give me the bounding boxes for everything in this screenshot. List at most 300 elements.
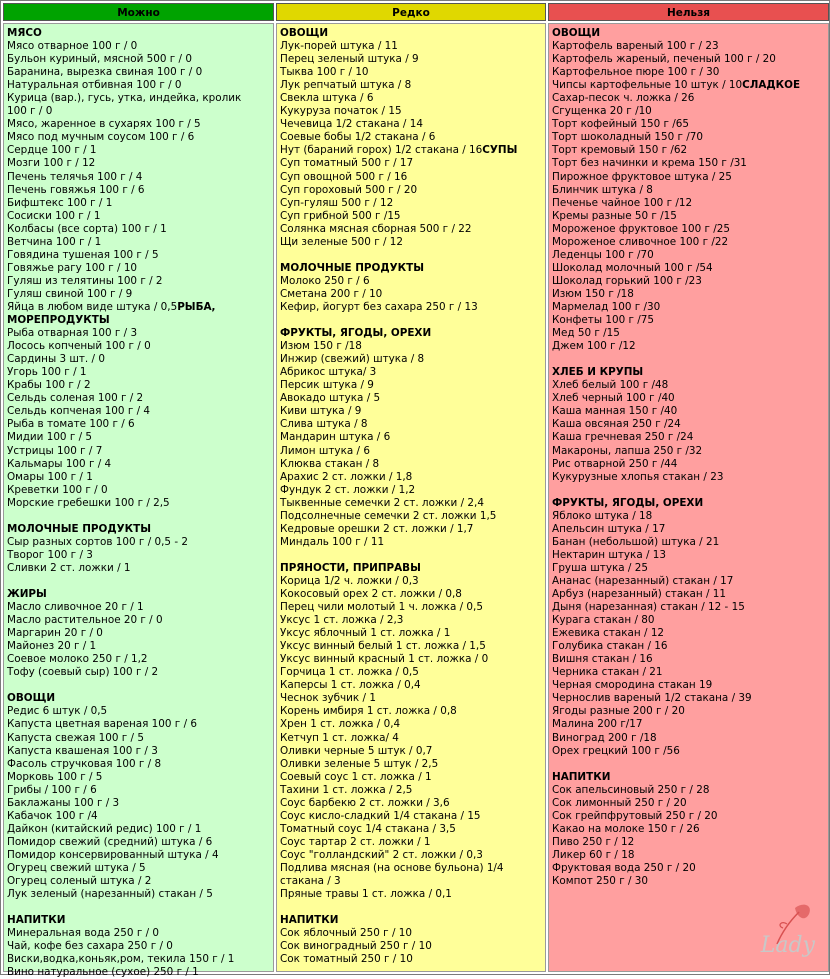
list-item bbox=[7, 79, 273, 92]
list-item bbox=[280, 523, 545, 536]
list-item bbox=[280, 366, 545, 379]
list-item bbox=[7, 940, 273, 953]
category-heading bbox=[7, 314, 273, 327]
item-text: Перец зеленый штука / 9 bbox=[280, 53, 419, 66]
item-text: Клюква стакан / 8 bbox=[280, 457, 380, 470]
item-text: Мед 50 г /15 bbox=[552, 327, 620, 340]
list-item bbox=[552, 797, 828, 810]
item-text: Лук зеленый (нарезанный) стакан / 5 bbox=[7, 888, 213, 901]
item-text: Солянка мясная сборная 500 г / 22 bbox=[280, 222, 472, 235]
list-item bbox=[7, 40, 273, 53]
item-text: Торт шоколадный 150 г /70 bbox=[552, 131, 704, 144]
list-item bbox=[280, 418, 545, 431]
item-text: Помидор консервированный штука / 4 bbox=[7, 848, 219, 861]
spacer bbox=[280, 901, 545, 914]
item-text: Сок грейпфрутовый 250 г / 20 bbox=[552, 809, 718, 822]
item-text: Блинчик штука / 8 bbox=[552, 183, 653, 196]
list-item bbox=[552, 92, 828, 105]
list-item bbox=[552, 536, 828, 549]
list-item bbox=[280, 875, 545, 888]
list-item bbox=[552, 588, 828, 601]
list-item bbox=[552, 184, 828, 197]
list-item bbox=[552, 640, 828, 653]
item-text: Кедровые орешки 2 ст. ложки / 1,7 bbox=[280, 522, 474, 535]
list-item bbox=[7, 262, 273, 275]
spacer bbox=[280, 549, 545, 562]
category-label: МОЛОЧНЫЕ ПРОДУКТЫ bbox=[280, 261, 424, 274]
item-text: Капуста свежая 100 г / 5 bbox=[7, 731, 144, 744]
list-item bbox=[552, 862, 828, 875]
list-item bbox=[7, 471, 273, 484]
list-item bbox=[7, 549, 273, 562]
list-item bbox=[280, 927, 545, 940]
list-item bbox=[552, 823, 828, 836]
list-item bbox=[552, 458, 828, 471]
item-text: Бульон куриный, мясной 500 г / 0 bbox=[7, 53, 192, 66]
item-text: Сосиски 100 г / 1 bbox=[7, 209, 101, 222]
item-text: Гуляш свиной 100 г / 9 bbox=[7, 287, 133, 300]
list-item bbox=[280, 797, 545, 810]
category-label: ФРУКТЫ, ЯГОДЫ, ОРЕХИ bbox=[552, 496, 704, 509]
list-item bbox=[280, 118, 545, 131]
list-item bbox=[280, 288, 545, 301]
item-text: Мандарин штука / 6 bbox=[280, 431, 391, 444]
item-text: Персик штука / 9 bbox=[280, 379, 374, 392]
list-item bbox=[552, 105, 828, 118]
list-item bbox=[7, 236, 273, 249]
category-label: СЛАДКОЕ bbox=[742, 79, 801, 92]
item-text: Печенье чайное 100 г /12 bbox=[552, 196, 693, 209]
category-label: ФРУКТЫ, ЯГОДЫ, ОРЕХИ bbox=[280, 327, 432, 340]
item-text: Тахини 1 ст. ложка / 2,5 bbox=[280, 783, 413, 796]
list-item bbox=[552, 471, 828, 484]
item-text: Голубика стакан / 16 bbox=[552, 640, 668, 653]
item-text: Соус "голландский" 2 ст. ложки / 0,3 bbox=[280, 848, 483, 861]
item-text: Суп гороховый 500 г / 20 bbox=[280, 183, 418, 196]
item-text: Кетчуп 1 ст. ложка/ 4 bbox=[280, 731, 399, 744]
category-heading bbox=[552, 497, 828, 510]
list-item bbox=[280, 862, 545, 875]
list-item bbox=[280, 940, 545, 953]
list-item bbox=[7, 823, 273, 836]
list-item bbox=[7, 418, 273, 431]
list-item bbox=[280, 92, 545, 105]
item-text: Сердце 100 г / 1 bbox=[7, 144, 97, 157]
spacer bbox=[552, 758, 828, 771]
list-item bbox=[280, 588, 545, 601]
header-forbidden: Нельзя bbox=[548, 3, 829, 21]
list-item bbox=[552, 549, 828, 562]
item-text: Курица (вар.), гусь, утка, индейка, кролик bbox=[7, 92, 242, 105]
item-text: Пряные травы 1 ст. ложка / 0,1 bbox=[280, 888, 452, 901]
category-heading bbox=[7, 692, 273, 705]
list-item bbox=[280, 40, 545, 53]
list-item bbox=[552, 236, 828, 249]
list-item bbox=[552, 849, 828, 862]
item-text: Угорь 100 г / 1 bbox=[7, 366, 87, 379]
list-item bbox=[7, 210, 273, 223]
item-text: Устрицы 100 г / 7 bbox=[7, 444, 103, 457]
list-item bbox=[7, 144, 273, 157]
item-text: Инжир (свежий) штука / 8 bbox=[280, 353, 425, 366]
list-item bbox=[280, 392, 545, 405]
item-text: Шоколад горький 100 г /23 bbox=[552, 274, 702, 287]
category-heading bbox=[280, 914, 545, 927]
list-item bbox=[7, 249, 273, 262]
list-item bbox=[280, 379, 545, 392]
category-label: РЫБА, bbox=[177, 300, 216, 313]
item-text: Подлива мясная (на основе бульона) 1/4 bbox=[280, 862, 504, 874]
list-item bbox=[552, 431, 828, 444]
item-text: Сардины 3 шт. / 0 bbox=[7, 353, 105, 366]
list-item bbox=[280, 157, 545, 170]
list-item bbox=[7, 301, 273, 314]
list-item bbox=[7, 718, 273, 731]
item-text: Яйца в любом виде штука / 0,5 bbox=[7, 300, 178, 313]
item-text: Щи зеленые 500 г / 12 bbox=[280, 235, 403, 248]
spacer bbox=[552, 484, 828, 497]
list-item bbox=[7, 392, 273, 405]
list-item bbox=[7, 653, 273, 666]
item-text: Банан (небольшой) штука / 21 bbox=[552, 535, 720, 548]
list-item bbox=[280, 484, 545, 497]
list-item bbox=[7, 614, 273, 627]
list-item bbox=[7, 810, 273, 823]
item-text: Уксус винный белый 1 ст. ложка / 1,5 bbox=[280, 640, 486, 653]
item-text: Ежевика стакан / 12 bbox=[552, 627, 665, 640]
spacer bbox=[280, 314, 545, 327]
list-item bbox=[280, 340, 545, 353]
list-item bbox=[552, 614, 828, 627]
item-text: Гуляш из телятины 100 г / 2 bbox=[7, 274, 163, 287]
list-item bbox=[280, 784, 545, 797]
item-text: Ликер 60 г / 18 bbox=[552, 848, 635, 861]
item-text: Оливки зеленые 5 штук / 2,5 bbox=[280, 757, 439, 770]
list-item bbox=[7, 92, 273, 105]
item-text: Сок томатный 250 г / 10 bbox=[280, 953, 413, 966]
item-text: Кальмары 100 г / 4 bbox=[7, 457, 112, 470]
category-label: ОВОЩИ bbox=[280, 27, 329, 39]
list-item bbox=[7, 927, 273, 940]
item-text: Макароны, лапша 250 г /32 bbox=[552, 444, 703, 457]
item-text: Дайкон (китайский редис) 100 г / 1 bbox=[7, 822, 202, 835]
list-item bbox=[7, 131, 273, 144]
item-text: Перец чили молотый 1 ч. ложка / 0,5 bbox=[280, 601, 483, 614]
item-text: Изюм 150 г /18 bbox=[552, 287, 634, 300]
list-item bbox=[7, 458, 273, 471]
item-text: Творог 100 г / 3 bbox=[7, 548, 93, 561]
item-text: Каперсы 1 ст. ложка / 0,4 bbox=[280, 679, 421, 692]
category-label: ПРЯНОСТИ, ПРИПРАВЫ bbox=[280, 561, 421, 574]
item-text: Каша овсяная 250 г /24 bbox=[552, 418, 681, 431]
item-text: Тыква 100 г / 10 bbox=[280, 66, 369, 79]
watermark-logo: Lady bbox=[760, 933, 815, 958]
list-item bbox=[7, 966, 273, 979]
item-text: Суп-гуляш 500 г / 12 bbox=[280, 196, 394, 209]
list-item bbox=[7, 758, 273, 771]
category-heading bbox=[552, 27, 828, 40]
list-item bbox=[7, 601, 273, 614]
list-item bbox=[280, 197, 545, 210]
list-item bbox=[280, 536, 545, 549]
item-text: Бифштекс 100 г / 1 bbox=[7, 196, 113, 209]
item-text: Конфеты 100 г /75 bbox=[552, 314, 654, 327]
list-item bbox=[280, 745, 545, 758]
header-rarely: Редко bbox=[276, 3, 546, 21]
list-item bbox=[552, 314, 828, 327]
item-text: Картофель вареный 100 г / 23 bbox=[552, 40, 719, 53]
list-item bbox=[7, 53, 273, 66]
list-item bbox=[280, 718, 545, 731]
item-text: Рыба в томате 100 г / 6 bbox=[7, 418, 135, 431]
list-item bbox=[552, 197, 828, 210]
list-item bbox=[7, 627, 273, 640]
item-text: Молоко 250 г / 6 bbox=[280, 274, 370, 287]
list-item bbox=[552, 66, 828, 79]
item-text: Апельсин штука / 17 bbox=[552, 522, 666, 535]
list-item bbox=[552, 562, 828, 575]
item-text: Мороженое сливочное 100 г /22 bbox=[552, 235, 729, 248]
list-item bbox=[552, 157, 828, 170]
list-item bbox=[552, 40, 828, 53]
item-text: Миндаль 100 г / 11 bbox=[280, 535, 385, 548]
list-item bbox=[7, 157, 273, 170]
item-text: Рыба отварная 100 г / 3 bbox=[7, 327, 138, 340]
item-text: Помидор свежий (средний) штука / 6 bbox=[7, 835, 213, 848]
category-label: МОЛОЧНЫЕ ПРОДУКТЫ bbox=[7, 522, 151, 535]
item-text: Авокадо штука / 5 bbox=[280, 392, 381, 405]
list-item bbox=[280, 953, 545, 966]
item-text: Колбасы (все сорта) 100 г / 1 bbox=[7, 222, 167, 235]
item-text: Мозги 100 г / 12 bbox=[7, 157, 96, 170]
item-text: Сельдь соленая 100 г / 2 bbox=[7, 392, 144, 405]
item-text: Креветки 100 г / 0 bbox=[7, 483, 108, 496]
item-text: Кефир, йогурт без сахара 250 г / 13 bbox=[280, 300, 478, 313]
list-item bbox=[7, 666, 273, 679]
item-text: Кукурузные хлопья стакан / 23 bbox=[552, 470, 724, 483]
list-item bbox=[552, 810, 828, 823]
item-text: Горчица 1 ст. ложка / 0,5 bbox=[280, 666, 419, 679]
item-text: Соевые бобы 1/2 стакана / 6 bbox=[280, 131, 436, 144]
list-item bbox=[552, 405, 828, 418]
item-text: Соевое молоко 250 г / 1,2 bbox=[7, 653, 148, 666]
spacer bbox=[552, 353, 828, 366]
item-text: Кремы разные 50 г /15 bbox=[552, 209, 677, 222]
list-item bbox=[7, 705, 273, 718]
item-text: Пиво 250 г / 12 bbox=[552, 835, 635, 848]
list-item bbox=[7, 784, 273, 797]
category-label: НАПИТКИ bbox=[280, 914, 339, 927]
item-text: Сок яблочный 250 г / 10 bbox=[280, 927, 412, 940]
category-heading bbox=[280, 27, 545, 40]
category-heading bbox=[7, 27, 273, 40]
list-item bbox=[280, 627, 545, 640]
list-item bbox=[280, 405, 545, 418]
list-item bbox=[280, 679, 545, 692]
list-item bbox=[7, 797, 273, 810]
item-text: Суп томатный 500 г / 17 bbox=[280, 157, 414, 170]
item-text: Торт без начинки и крема 150 г /31 bbox=[552, 157, 747, 170]
list-item bbox=[552, 301, 828, 314]
list-item bbox=[280, 171, 545, 184]
item-text: Маргарин 20 г / 0 bbox=[7, 627, 103, 640]
item-text: Дыня (нарезанная) стакан / 12 - 15 bbox=[552, 601, 745, 614]
item-text: Леденцы 100 г /70 bbox=[552, 248, 654, 261]
item-text: Груша штука / 25 bbox=[552, 561, 648, 574]
item-text: Мясо, жаренное в сухарях 100 г / 5 bbox=[7, 118, 201, 131]
item-text: Мясо отварное 100 г / 0 bbox=[7, 40, 138, 53]
list-item bbox=[7, 888, 273, 901]
list-item bbox=[280, 601, 545, 614]
item-text: Хлеб белый 100 г /48 bbox=[552, 379, 669, 392]
list-item bbox=[552, 275, 828, 288]
list-item bbox=[7, 340, 273, 353]
item-text: Сахар-песок ч. ложка / 26 bbox=[552, 92, 695, 105]
item-text: Пирожное фруктовое штука / 25 bbox=[552, 170, 732, 183]
item-text: Баранина, вырезка свиная 100 г / 0 bbox=[7, 66, 203, 79]
item-text: Картофельное пюре 100 г / 30 bbox=[552, 66, 720, 79]
item-text: Натуральная отбивная 100 г / 0 bbox=[7, 79, 182, 92]
list-item bbox=[280, 705, 545, 718]
item-text: Ананас (нарезанный) стакан / 17 bbox=[552, 574, 734, 587]
list-item bbox=[280, 144, 545, 157]
list-item bbox=[280, 236, 545, 249]
list-item bbox=[7, 275, 273, 288]
item-text: Суп овощной 500 г / 16 bbox=[280, 170, 408, 183]
item-text: Нектарин штука / 13 bbox=[552, 548, 667, 561]
item-text: Фундук 2 ст. ложки / 1,2 bbox=[280, 483, 416, 496]
item-text: Шоколад молочный 100 г /54 bbox=[552, 261, 713, 274]
list-item bbox=[7, 66, 273, 79]
list-item bbox=[280, 184, 545, 197]
list-item bbox=[280, 53, 545, 66]
list-item bbox=[280, 758, 545, 771]
list-item bbox=[280, 471, 545, 484]
list-item bbox=[552, 249, 828, 262]
category-label: НАПИТКИ bbox=[7, 914, 66, 927]
list-item bbox=[280, 353, 545, 366]
item-text: Сгущенка 20 г /10 bbox=[552, 105, 652, 118]
item-text: Оливки черные 5 штук / 0,7 bbox=[280, 744, 433, 757]
category-heading bbox=[280, 262, 545, 275]
item-text: Орех грецкий 100 г /56 bbox=[552, 744, 680, 757]
list-item bbox=[552, 666, 828, 679]
item-text: Фасоль стручковая 100 г / 8 bbox=[7, 757, 162, 770]
category-label: ХЛЕБ И КРУПЫ bbox=[552, 366, 644, 379]
list-item bbox=[7, 953, 273, 966]
list-item bbox=[280, 771, 545, 784]
item-text: Тыквенные семечки 2 ст. ложки / 2,4 bbox=[280, 496, 484, 509]
item-text: Минеральная вода 250 г / 0 bbox=[7, 927, 159, 940]
list-item bbox=[7, 732, 273, 745]
item-text: Сок лимонный 250 г / 20 bbox=[552, 796, 687, 809]
item-text: Ветчина 100 г / 1 bbox=[7, 235, 102, 248]
list-item bbox=[552, 875, 828, 888]
category-label: СУПЫ bbox=[482, 144, 518, 157]
list-item bbox=[280, 810, 545, 823]
list-item bbox=[7, 445, 273, 458]
item-text: Компот 250 г / 30 bbox=[552, 875, 649, 888]
item-text: Какао на молоке 150 г / 26 bbox=[552, 822, 700, 835]
list-item bbox=[280, 66, 545, 79]
item-text: Чеснок зубчик / 1 bbox=[280, 692, 376, 705]
list-item bbox=[552, 627, 828, 640]
item-text: Мидии 100 г / 5 bbox=[7, 431, 93, 444]
item-text: Фруктовая вода 250 г / 20 bbox=[552, 862, 696, 874]
list-item bbox=[552, 340, 828, 353]
column-forbidden bbox=[548, 23, 829, 972]
spacer bbox=[7, 575, 273, 588]
item-text: Говядина тушеная 100 г / 5 bbox=[7, 248, 159, 261]
list-item bbox=[552, 510, 828, 523]
list-item bbox=[552, 601, 828, 614]
list-item bbox=[552, 418, 828, 431]
item-text: Кабачок 100 г /4 bbox=[7, 809, 98, 822]
list-item bbox=[7, 640, 273, 653]
list-item bbox=[280, 210, 545, 223]
list-item bbox=[552, 732, 828, 745]
category-label: МЯСО bbox=[7, 27, 42, 39]
list-item bbox=[280, 458, 545, 471]
list-item bbox=[552, 131, 828, 144]
list-item bbox=[280, 614, 545, 627]
list-item bbox=[280, 823, 545, 836]
item-text: Торт кремовый 150 г /62 bbox=[552, 144, 688, 157]
list-item bbox=[280, 301, 545, 314]
list-item bbox=[280, 497, 545, 510]
list-item bbox=[280, 79, 545, 92]
item-text: Томатный соус 1/4 стакана / 3,5 bbox=[280, 822, 456, 835]
list-item bbox=[552, 653, 828, 666]
list-item bbox=[7, 849, 273, 862]
item-text: Сок апельсиновый 250 г / 28 bbox=[552, 783, 710, 796]
item-text: Мармелад 100 г /30 bbox=[552, 300, 661, 313]
item-text: Масло растительное 20 г / 0 bbox=[7, 614, 163, 627]
list-item bbox=[7, 484, 273, 497]
item-text: Печень телячья 100 г / 4 bbox=[7, 170, 143, 183]
list-item bbox=[7, 745, 273, 758]
list-item bbox=[280, 888, 545, 901]
list-item bbox=[280, 445, 545, 458]
item-text: Редис 6 штук / 0,5 bbox=[7, 705, 108, 718]
spacer bbox=[7, 679, 273, 692]
list-item bbox=[7, 366, 273, 379]
item-text: Арахис 2 ст. ложки / 1,8 bbox=[280, 470, 413, 483]
list-item bbox=[552, 392, 828, 405]
item-text: Виски,водка,коньяк,ром, текила 150 г / 1 bbox=[7, 953, 235, 966]
item-text: Масло сливочное 20 г / 1 bbox=[7, 601, 144, 614]
list-item bbox=[552, 692, 828, 705]
column-allowed bbox=[3, 23, 274, 979]
column-rarely bbox=[276, 23, 546, 972]
list-item bbox=[552, 79, 828, 92]
item-text: Уксус 1 ст. ложка / 2,3 bbox=[280, 614, 404, 627]
item-text: Картофель жареный, печеный 100 г / 20 bbox=[552, 53, 776, 66]
list-item bbox=[7, 862, 273, 875]
item-text: Тофу (соевый сыр) 100 г / 2 bbox=[7, 666, 159, 679]
item-text: Киви штука / 9 bbox=[280, 405, 362, 418]
list-item bbox=[280, 105, 545, 118]
item-text: Вино натуральное (сухое) 250 г / 1 bbox=[7, 966, 199, 979]
item-text: Суп грибной 500 г /15 bbox=[280, 209, 401, 222]
item-text: Курага стакан / 80 bbox=[552, 614, 655, 627]
category-label: ОВОЩИ bbox=[552, 27, 601, 39]
list-item bbox=[552, 705, 828, 718]
item-text: Черника стакан / 21 bbox=[552, 666, 663, 679]
list-item bbox=[280, 640, 545, 653]
list-item bbox=[280, 131, 545, 144]
list-item bbox=[280, 653, 545, 666]
